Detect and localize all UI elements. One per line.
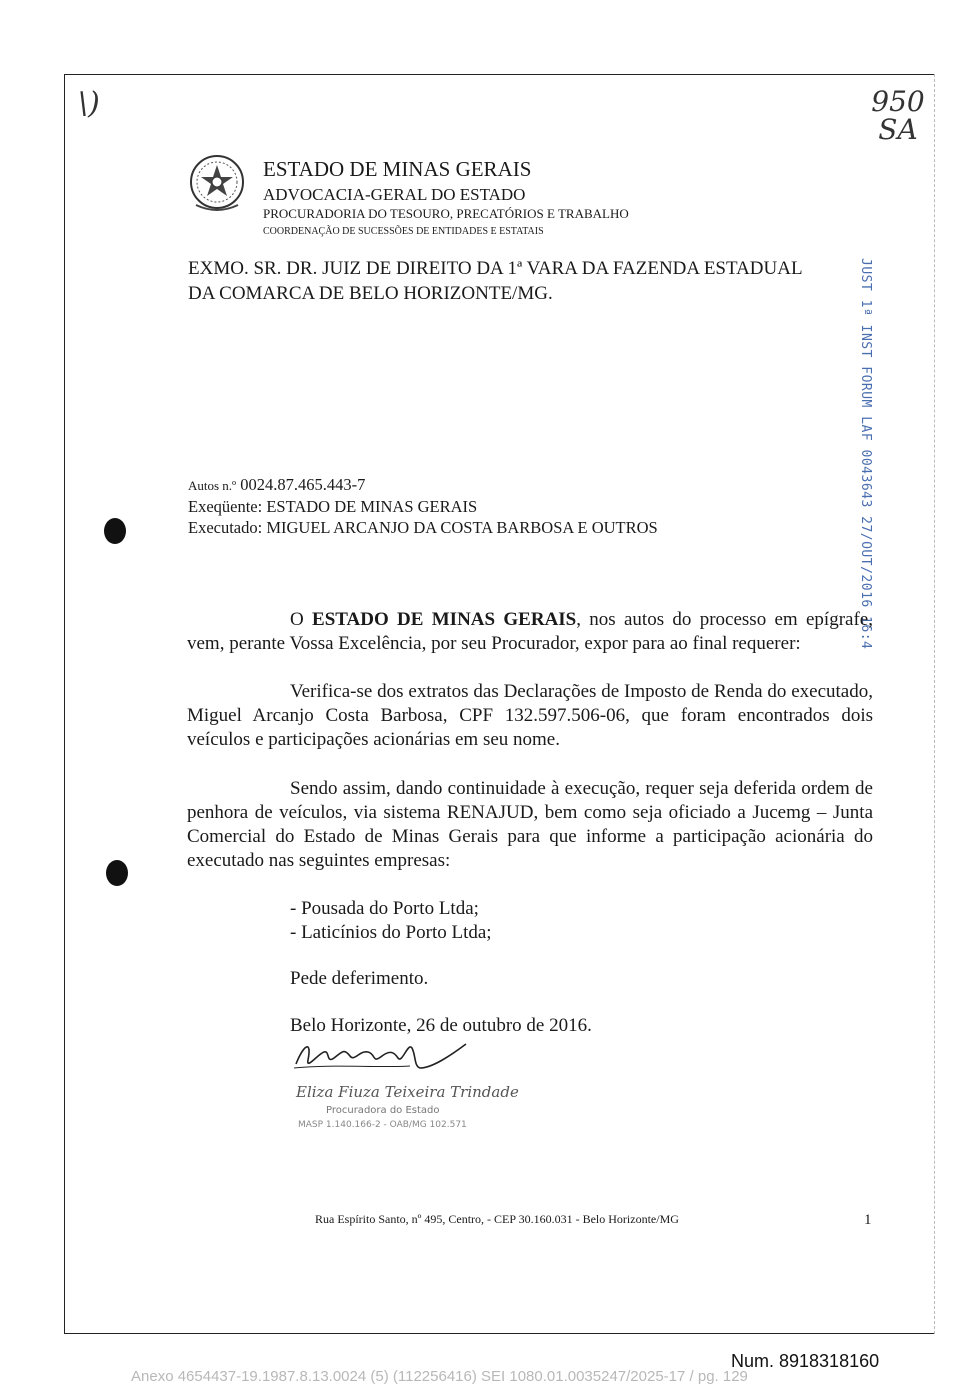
handwritten-page-number xyxy=(868,85,928,146)
header-state: ESTADO DE MINAS GERAIS xyxy=(263,157,532,181)
frame-right-border xyxy=(934,74,935,1334)
paragraph-intro-text: , nos autos do processo em epígrafe, vem, perante Vossa Excelência, por seu Procurador, expor para ao final requerer: xyxy=(187,609,873,654)
handwritten-folio: 950 xyxy=(871,85,925,118)
frame-left-border xyxy=(64,74,65,1334)
list-item: - Pousada do Porto Ltda; xyxy=(290,898,479,919)
paragraph-facts: Verifica-se dos extratos das Declarações de Imposto de Renda do executado, Miguel Arcanjo Costa Barbosa, CPF 132.597.506-06, que foram encontrados dois veículos e participações acionárias em seu nome. xyxy=(187,681,873,750)
party-name: ESTADO DE MINAS GERAIS xyxy=(312,609,577,630)
header-department: PROCURADORIA DO TESOURO, PRECATÓRIOS E TRABALHO xyxy=(263,206,629,221)
signature-icon xyxy=(290,1034,470,1076)
case-info xyxy=(188,474,658,538)
addressee-line-1: EXMO. SR. DR. JUIZ DE DIREITO DA 1ª VARA DA FAZENDA ESTADUAL xyxy=(188,258,803,279)
paragraph-intro-prefix: O xyxy=(290,609,313,630)
company-list xyxy=(290,897,492,945)
case-number-label: Autos n.º xyxy=(188,478,237,493)
handwritten-initials: SA xyxy=(878,113,918,146)
addressee-line-2: DA COMARCA DE BELO HORIZONTE/MG. xyxy=(188,283,553,304)
annex-watermark: Anexo 4654437-19.1987.8.13.0024 (5) (112256416) SEI 1080.01.0035247/2025-17 / pg. 129 xyxy=(131,1368,748,1385)
signatory-role: Procuradora do Estado xyxy=(326,1105,440,1116)
case-exequente: Exeqüente: ESTADO DE MINAS GERAIS xyxy=(188,497,478,516)
hole-punch-mark xyxy=(104,518,126,544)
addressee xyxy=(188,256,873,306)
case-number-value: 0024.87.465.443-7 xyxy=(240,475,366,494)
document-number: Num. 8918318160 xyxy=(731,1351,880,1371)
frame-bottom-border xyxy=(64,1333,935,1334)
paragraph-request: Sendo assim, dando continuidade à execução, requer seja deferida ordem de penhora de veículos, via sistema RENAJUD, bem como seja oficiado a Jucemg – Junta Comercial do Estado de Minas Gerais para que informe a participação acionária do executado nas seguintes empresas: xyxy=(187,778,873,871)
header-coordination: COORDENAÇÃO DE SUCESSÕES DE ENTIDADES E ESTATAIS xyxy=(263,226,544,237)
protocol-stamp: JUST 1ª INST FORUM LAF 0043643 27/OUT/2016 16:4 xyxy=(858,258,873,650)
hole-punch-mark xyxy=(106,860,128,886)
header-agency: ADVOCACIA-GERAL DO ESTADO xyxy=(263,185,526,204)
date-line: Belo Horizonte, 26 de outubro de 2016. xyxy=(290,1015,592,1036)
frame-top-border xyxy=(64,74,935,75)
page-number: 1 xyxy=(864,1212,872,1228)
handwritten-mark: \) xyxy=(78,86,100,121)
signatory-name: Eliza Fiuza Teixeira Trindade xyxy=(296,1083,519,1101)
coat-of-arms-icon xyxy=(188,153,246,215)
paragraph-intro xyxy=(187,608,873,656)
case-executado: Executado: MIGUEL ARCANJO DA COSTA BARBOSA E OUTROS xyxy=(188,518,658,537)
closing-text: Pede deferimento. xyxy=(290,968,429,989)
footer-address: Rua Espírito Santo, nº 495, Centro, - CEP 30.160.031 - Belo Horizonte/MG xyxy=(315,1212,679,1226)
signatory-registration: MASP 1.140.166-2 - OAB/MG 102.571 xyxy=(298,1120,467,1130)
case-number xyxy=(188,474,658,496)
list-item: - Laticínios do Porto Ltda; xyxy=(290,922,492,943)
